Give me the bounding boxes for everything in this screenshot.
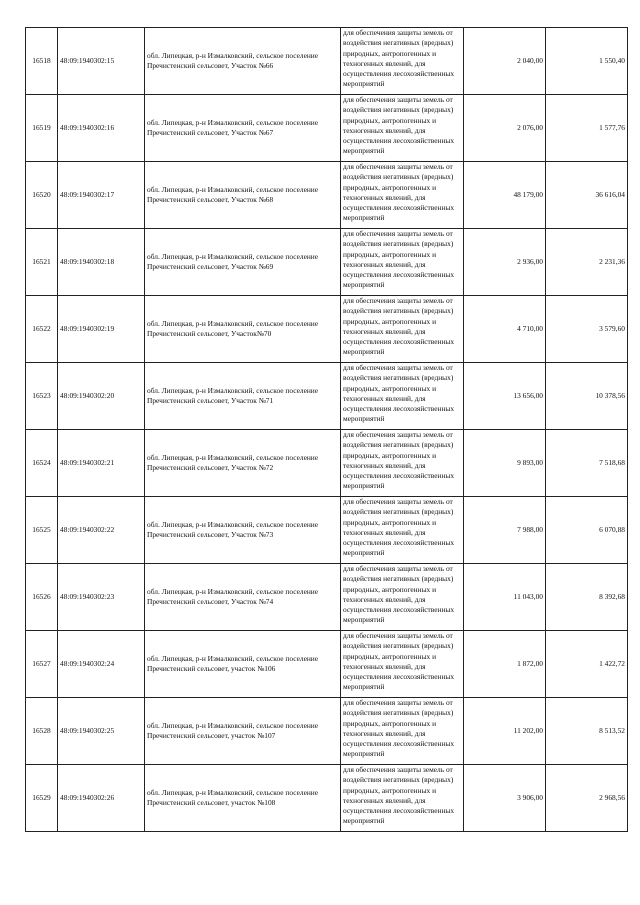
permitted-use-text: для обеспечения защиты земель от воздействия негативных (вредных) природных, антропогенных и техногенных явлений, для осуществления лесохозяйственных мероприятий <box>343 631 455 692</box>
parcel-area: 1 872,00 <box>464 631 546 698</box>
table-row <box>26 698 628 765</box>
row-number: 16528 <box>26 698 58 765</box>
permitted-use-text: для обеспечения защиты земель от воздействия негативных (вредных) природных, антропогенных и техногенных явлений, для осуществления лесохозяйственных мероприятий <box>343 229 455 290</box>
parcel-address: обл. Липецкая, р-н Измалковский, сельское поселение Пречистенский сельсовет, участок №106 <box>145 631 341 698</box>
cadastral-number: 48:09:1940302:26 <box>58 765 145 832</box>
permitted-use <box>341 229 464 296</box>
table-body <box>26 28 628 832</box>
row-number: 16527 <box>26 631 58 698</box>
parcel-address: обл. Липецкая, р-н Измалковский, сельское поселение Пречистенский сельсовет, Участок №69 <box>145 229 341 296</box>
row-number: 16521 <box>26 229 58 296</box>
cadastral-number: 48:09:1940302:19 <box>58 296 145 363</box>
permitted-use-text: для обеспечения защиты земель от воздействия негативных (вредных) природных, антропогенных и техногенных явлений, для осуществления лесохозяйственных мероприятий <box>343 765 455 826</box>
permitted-use-text: для обеспечения защиты земель от воздействия негативных (вредных) природных, антропогенных и техногенных явлений, для осуществления лесохозяйственных мероприятий <box>343 28 455 89</box>
permitted-use <box>341 497 464 564</box>
row-number: 16518 <box>26 28 58 95</box>
parcel-area: 13 656,00 <box>464 363 546 430</box>
cadastral-value: 36 616,04 <box>546 162 628 229</box>
cadastral-value: 2 968,56 <box>546 765 628 832</box>
parcel-area: 2 040,00 <box>464 28 546 95</box>
cadastral-number: 48:09:1940302:15 <box>58 28 145 95</box>
table-row <box>26 430 628 497</box>
permitted-use <box>341 430 464 497</box>
land-registry-table <box>25 27 628 832</box>
table-row <box>26 229 628 296</box>
permitted-use-text: для обеспечения защиты земель от воздействия негативных (вредных) природных, антропогенных и техногенных явлений, для осуществления лесохозяйственных мероприятий <box>343 95 455 156</box>
permitted-use-text: для обеспечения защиты земель от воздействия негативных (вредных) природных, антропогенных и техногенных явлений, для осуществления лесохозяйственных мероприятий <box>343 363 455 424</box>
cadastral-number: 48:09:1940302:20 <box>58 363 145 430</box>
parcel-area: 48 179,00 <box>464 162 546 229</box>
table-row <box>26 95 628 162</box>
cadastral-number: 48:09:1940302:24 <box>58 631 145 698</box>
permitted-use-text: для обеспечения защиты земель от воздействия негативных (вредных) природных, антропогенных и техногенных явлений, для осуществления лесохозяйственных мероприятий <box>343 296 455 357</box>
permitted-use-text: для обеспечения защиты земель от воздействия негативных (вредных) природных, антропогенных и техногенных явлений, для осуществления лесохозяйственных мероприятий <box>343 698 455 759</box>
cadastral-number: 48:09:1940302:18 <box>58 229 145 296</box>
row-number: 16522 <box>26 296 58 363</box>
cadastral-number: 48:09:1940302:17 <box>58 162 145 229</box>
cadastral-number: 48:09:1940302:16 <box>58 95 145 162</box>
row-number: 16523 <box>26 363 58 430</box>
cadastral-value: 8 513,52 <box>546 698 628 765</box>
parcel-address: обл. Липецкая, р-н Измалковский, сельское поселение Пречистенский сельсовет, Участок №71 <box>145 363 341 430</box>
cadastral-value: 1 577,76 <box>546 95 628 162</box>
cadastral-value: 10 378,56 <box>546 363 628 430</box>
permitted-use <box>341 296 464 363</box>
permitted-use <box>341 631 464 698</box>
parcel-address: обл. Липецкая, р-н Измалковский, сельское поселение Пречистенский сельсовет, Участок №72 <box>145 430 341 497</box>
parcel-area: 2 076,00 <box>464 95 546 162</box>
permitted-use-text: для обеспечения защиты земель от воздействия негативных (вредных) природных, антропогенных и техногенных явлений, для осуществления лесохозяйственных мероприятий <box>343 430 455 491</box>
table-row <box>26 363 628 430</box>
parcel-address: обл. Липецкая, р-н Измалковский, сельское поселение Пречистенский сельсовет, Участок №66 <box>145 28 341 95</box>
row-number: 16524 <box>26 430 58 497</box>
permitted-use-text: для обеспечения защиты земель от воздействия негативных (вредных) природных, антропогенных и техногенных явлений, для осуществления лесохозяйственных мероприятий <box>343 564 455 625</box>
cadastral-number: 48:09:1940302:22 <box>58 497 145 564</box>
cadastral-value: 1 422,72 <box>546 631 628 698</box>
parcel-address: обл. Липецкая, р-н Измалковский, сельское поселение Пречистенский сельсовет, Участок№70 <box>145 296 341 363</box>
parcel-area: 9 893,00 <box>464 430 546 497</box>
parcel-address: обл. Липецкая, р-н Измалковский, сельское поселение Пречистенский сельсовет, Участок №67 <box>145 95 341 162</box>
table-row <box>26 765 628 832</box>
table-row <box>26 497 628 564</box>
parcel-address: обл. Липецкая, р-н Измалковский, сельское поселение Пречистенский сельсовет, участок №107 <box>145 698 341 765</box>
permitted-use <box>341 363 464 430</box>
row-number: 16520 <box>26 162 58 229</box>
cadastral-value: 7 518,68 <box>546 430 628 497</box>
cadastral-value: 8 392,68 <box>546 564 628 631</box>
cadastral-number: 48:09:1940302:25 <box>58 698 145 765</box>
permitted-use <box>341 765 464 832</box>
permitted-use <box>341 28 464 95</box>
cadastral-number: 48:09:1940302:21 <box>58 430 145 497</box>
parcel-address: обл. Липецкая, р-н Измалковский, сельское поселение Пречистенский сельсовет, участок №108 <box>145 765 341 832</box>
row-number: 16519 <box>26 95 58 162</box>
cadastral-number: 48:09:1940302:23 <box>58 564 145 631</box>
row-number: 16526 <box>26 564 58 631</box>
table-row <box>26 564 628 631</box>
parcel-area: 11 202,00 <box>464 698 546 765</box>
parcel-address: обл. Липецкая, р-н Измалковский, сельское поселение Пречистенский сельсовет, Участок №74 <box>145 564 341 631</box>
parcel-area: 4 710,00 <box>464 296 546 363</box>
table-row <box>26 296 628 363</box>
permitted-use-text: для обеспечения защиты земель от воздействия негативных (вредных) природных, антропогенных и техногенных явлений, для осуществления лесохозяйственных мероприятий <box>343 162 455 223</box>
table-row <box>26 162 628 229</box>
permitted-use <box>341 162 464 229</box>
row-number: 16525 <box>26 497 58 564</box>
permitted-use <box>341 95 464 162</box>
cadastral-value: 2 231,36 <box>546 229 628 296</box>
cadastral-value: 3 579,60 <box>546 296 628 363</box>
cadastral-value: 6 070,88 <box>546 497 628 564</box>
permitted-use <box>341 564 464 631</box>
parcel-address: обл. Липецкая, р-н Измалковский, сельское поселение Пречистенский сельсовет, Участок №73 <box>145 497 341 564</box>
table-row <box>26 631 628 698</box>
row-number: 16529 <box>26 765 58 832</box>
table-row <box>26 28 628 95</box>
parcel-area: 3 906,00 <box>464 765 546 832</box>
parcel-address: обл. Липецкая, р-н Измалковский, сельское поселение Пречистенский сельсовет, Участок №68 <box>145 162 341 229</box>
permitted-use <box>341 698 464 765</box>
parcel-area: 7 988,00 <box>464 497 546 564</box>
parcel-area: 11 043,00 <box>464 564 546 631</box>
permitted-use-text: для обеспечения защиты земель от воздействия негативных (вредных) природных, антропогенных и техногенных явлений, для осуществления лесохозяйственных мероприятий <box>343 497 455 558</box>
parcel-area: 2 936,00 <box>464 229 546 296</box>
cadastral-value: 1 550,40 <box>546 28 628 95</box>
